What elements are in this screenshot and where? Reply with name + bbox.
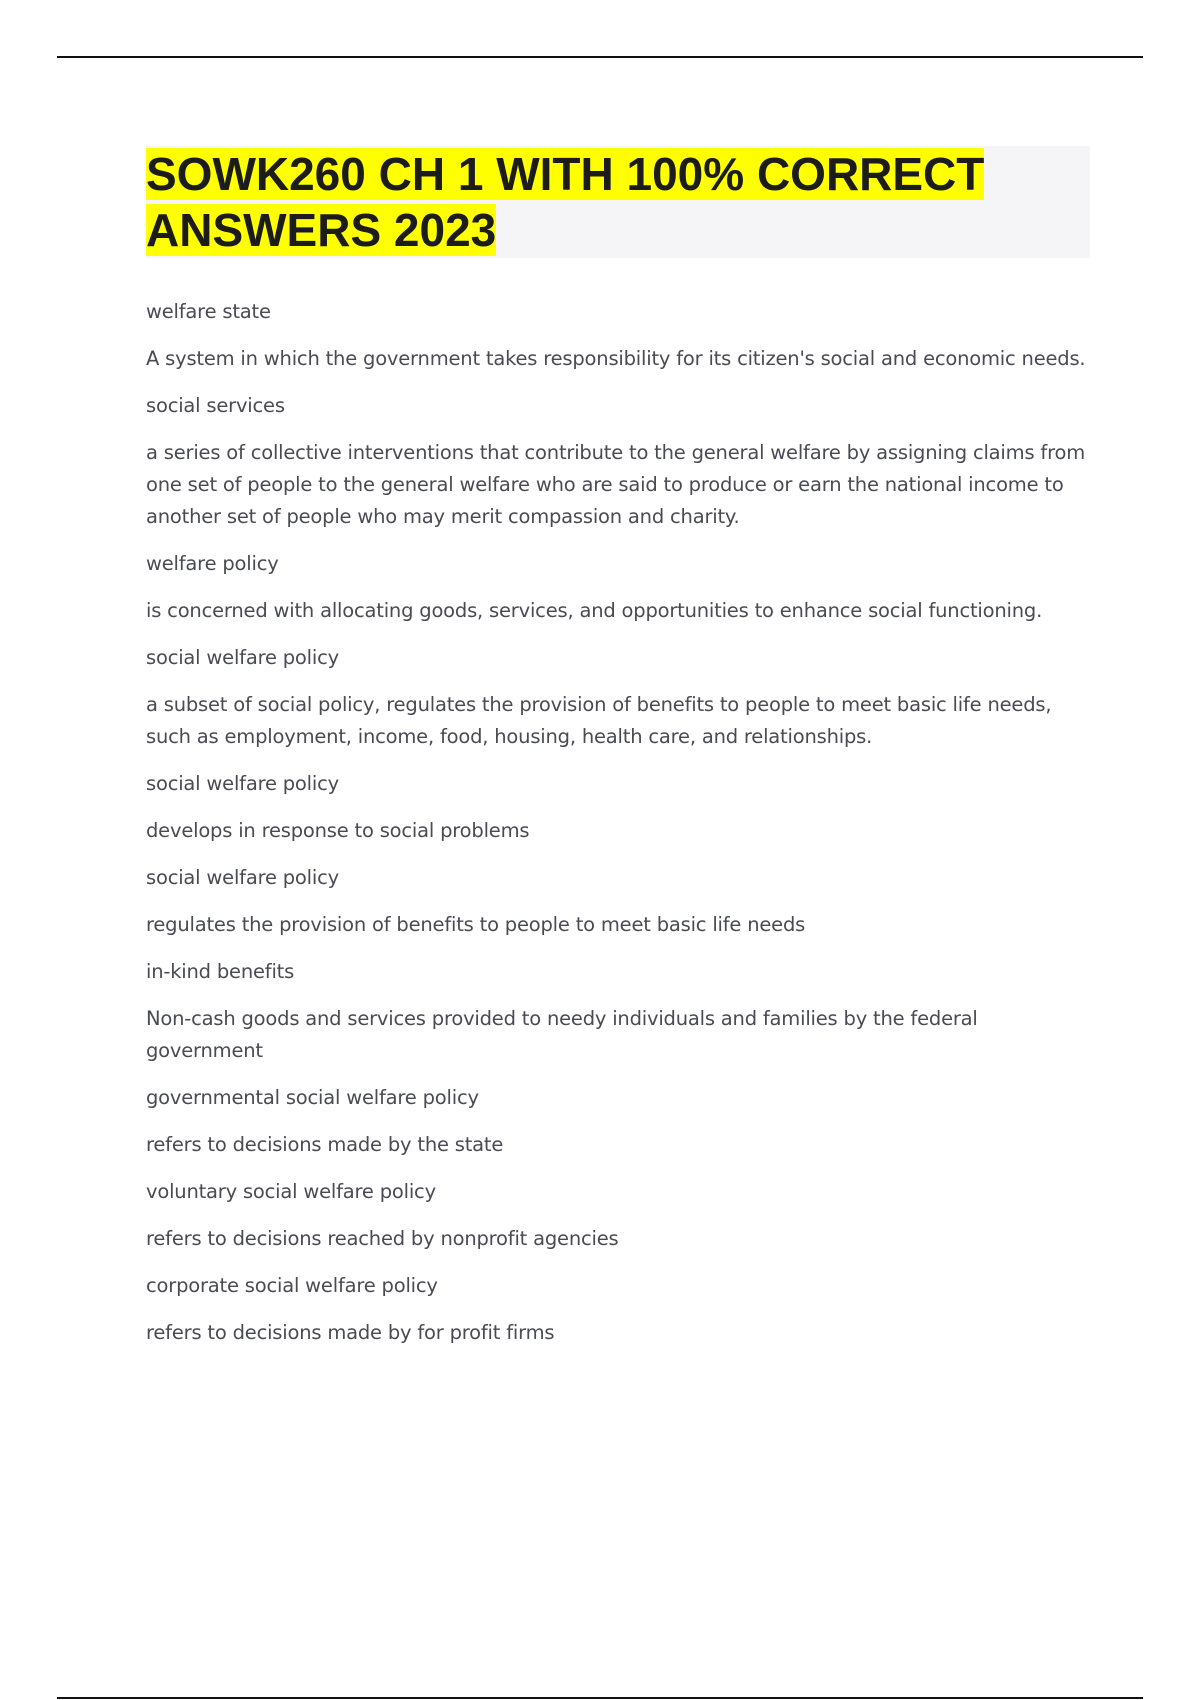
card-term: in-kind benefits <box>146 960 295 983</box>
card-term: social services <box>146 394 285 417</box>
card-definition: refers to decisions reached by nonprofit agencies <box>146 1227 619 1250</box>
document-body <box>146 146 1090 1364</box>
card-term: social welfare policy <box>146 866 339 889</box>
card-term: governmental social welfare policy <box>146 1086 479 1109</box>
title-highlight: SOWK260 CH 1 WITH 100% CORRECT ANSWERS 2023 <box>146 148 985 256</box>
card-definition: Non-cash goods and services provided to needy individuals and families by the federal government <box>146 1007 978 1062</box>
card-term: welfare policy <box>146 552 279 575</box>
card-definition: is concerned with allocating goods, services, and opportunities to enhance social functioning. <box>146 599 1043 622</box>
title-block <box>146 146 1090 258</box>
card-term: welfare state <box>146 300 271 323</box>
card-list <box>146 296 1090 1349</box>
bottom-rule <box>57 1697 1143 1699</box>
card-term: social welfare policy <box>146 772 339 795</box>
card-definition: refers to decisions made by for profit firms <box>146 1321 555 1344</box>
card-definition: refers to decisions made by the state <box>146 1133 504 1156</box>
document-title <box>146 146 1090 258</box>
card-term: voluntary social welfare policy <box>146 1180 436 1203</box>
card-definition: a series of collective interventions that contribute to the general welfare by assigning claims from one set of people to the general welfare who are said to produce or earn the national income to another set of people who may merit compassion and charity. <box>146 441 1085 528</box>
card-definition: develops in response to social problems <box>146 819 530 842</box>
card-term: corporate social welfare policy <box>146 1274 438 1297</box>
card-definition: A system in which the government takes responsibility for its citizen's social and economic needs. <box>146 347 1086 370</box>
card-term: social welfare policy <box>146 646 339 669</box>
top-rule <box>57 56 1143 58</box>
card-definition: a subset of social policy, regulates the provision of benefits to people to meet basic life needs, such as employment, income, food, housing, health care, and relationships. <box>146 693 1052 748</box>
card-definition: regulates the provision of benefits to people to meet basic life needs <box>146 913 806 936</box>
